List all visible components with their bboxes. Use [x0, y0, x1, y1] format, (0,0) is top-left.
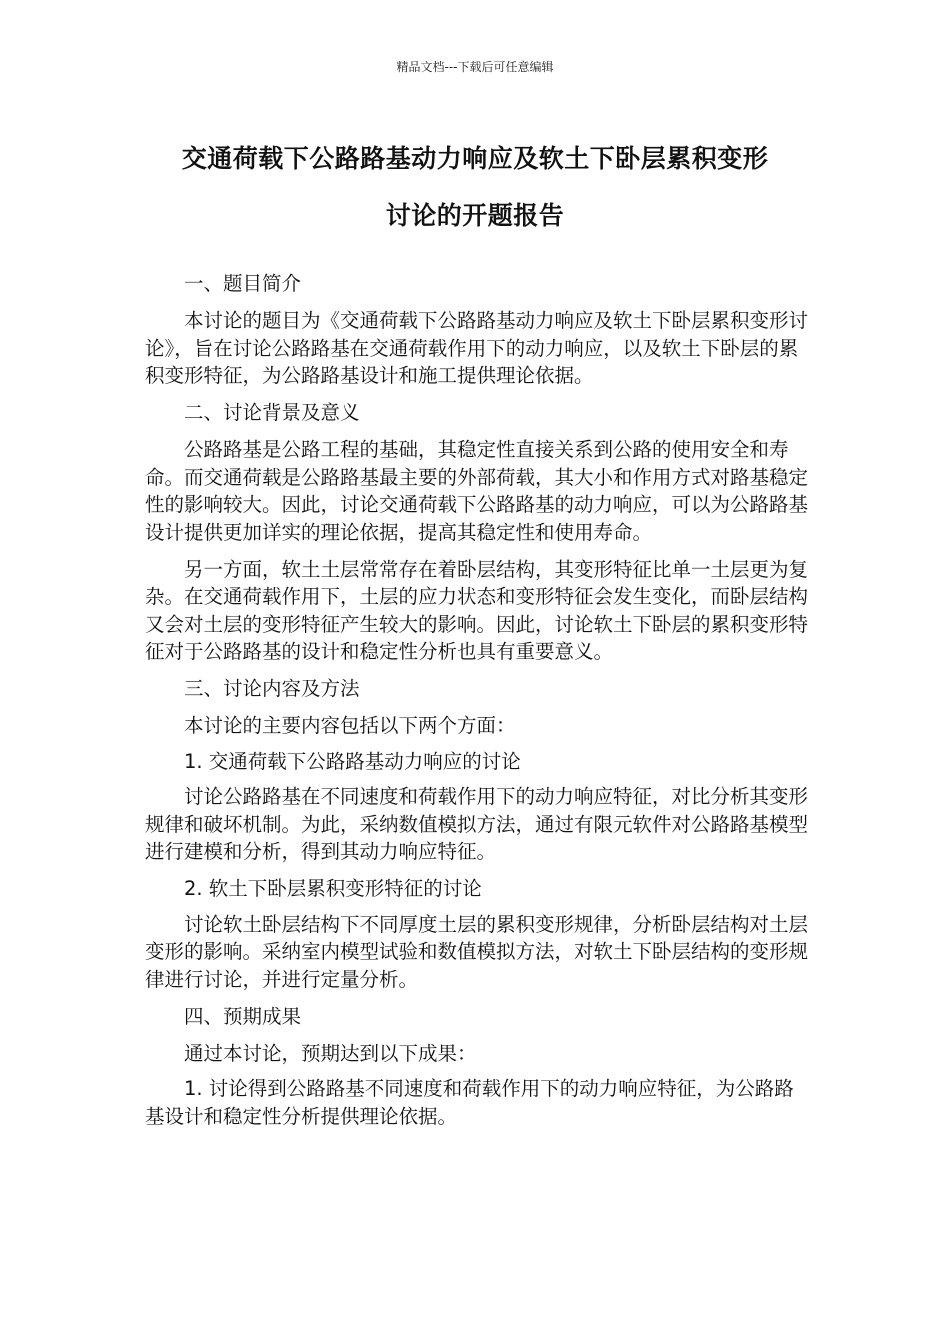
section-heading-intro: 一、题目简介 — [184, 272, 302, 295]
subheading-cumulative-deformation: 2. 软土下卧层累积变形特征的讨论 — [184, 877, 482, 900]
section-heading-content: 三、讨论内容及方法 — [184, 677, 360, 700]
paragraph-content-lead: 本讨论的主要内容包括以下两个方面： — [184, 714, 516, 737]
paragraph-cumulative-deformation: 讨论软土卧层结构下不同厚度土层的累积变形规律，分析卧层结构对土层变形的影响。采纳室内模型试验和数值模拟方法，对软土下卧层结构的变形规律进行讨论，并进行定量分析。 — [145, 912, 809, 991]
page-header: 精品文档---下载后可任意编辑 — [396, 60, 554, 74]
section-heading-outcomes: 四、预期成果 — [184, 1004, 302, 1028]
section-heading-background: 二、讨论背景及意义 — [184, 401, 360, 424]
document-title-line-2: 讨论的开题报告 — [385, 201, 565, 230]
document-body — [145, 270, 810, 1140]
document-title-line-1: 交通荷载下公路路基动力响应及软土下卧层累积变形 — [181, 144, 769, 173]
paragraph-outcome-1: 1. 讨论得到公路路基不同速度和荷载作用下的动力响应特征，为公路路基设计和稳定性分析提供理论依据。 — [145, 1077, 794, 1128]
paragraph-dynamic-response: 讨论公路路基在不同速度和荷载作用下的动力响应特征，对比分析其变形规律和破坏机制。为此，采纳数值模拟方法，通过有限元软件对公路路基模型进行建模和分析，得到其动力响应特征。 — [145, 785, 809, 863]
paragraph-outcomes-lead: 通过本讨论，预期达到以下成果： — [184, 1041, 477, 1065]
paragraph-intro: 本讨论的题目为《交通荷载下公路路基动力响应及软土下卧层累积变形讨论》，旨在讨论公路路基在交通荷载作用下的动力响应，以及软土下卧层的累积变形特征，为公路路基设计和施工提供理论依据。 — [145, 309, 809, 387]
subheading-dynamic-response: 1. 交通荷载下公路路基动力响应的讨论 — [184, 749, 521, 773]
paragraph-background-1: 公路路基是公路工程的基础，其稳定性直接关系到公路的使用安全和寿命。而交通荷载是公路路基最主要的外部荷载，其大小和作用方式对路基稳定性的影响较大。因此，讨论交通荷载下公路路基的动力响应，可以为公路路基设计提供更加详实的理论依据，提高其稳定性和使用寿命。 — [145, 438, 809, 544]
paragraph-background-2: 另一方面，软土土层常常存在着卧层结构，其变形特征比单一土层更为复杂。在交通荷载作用下，土层的应力状态和变形特征会发生变化，而卧层结构又会对土层的变形特征产生较大的影响。因此，讨论软土下卧层的累积变形特征对于公路路基的设计和稳定性分析也具有重要意义。 — [145, 557, 809, 663]
